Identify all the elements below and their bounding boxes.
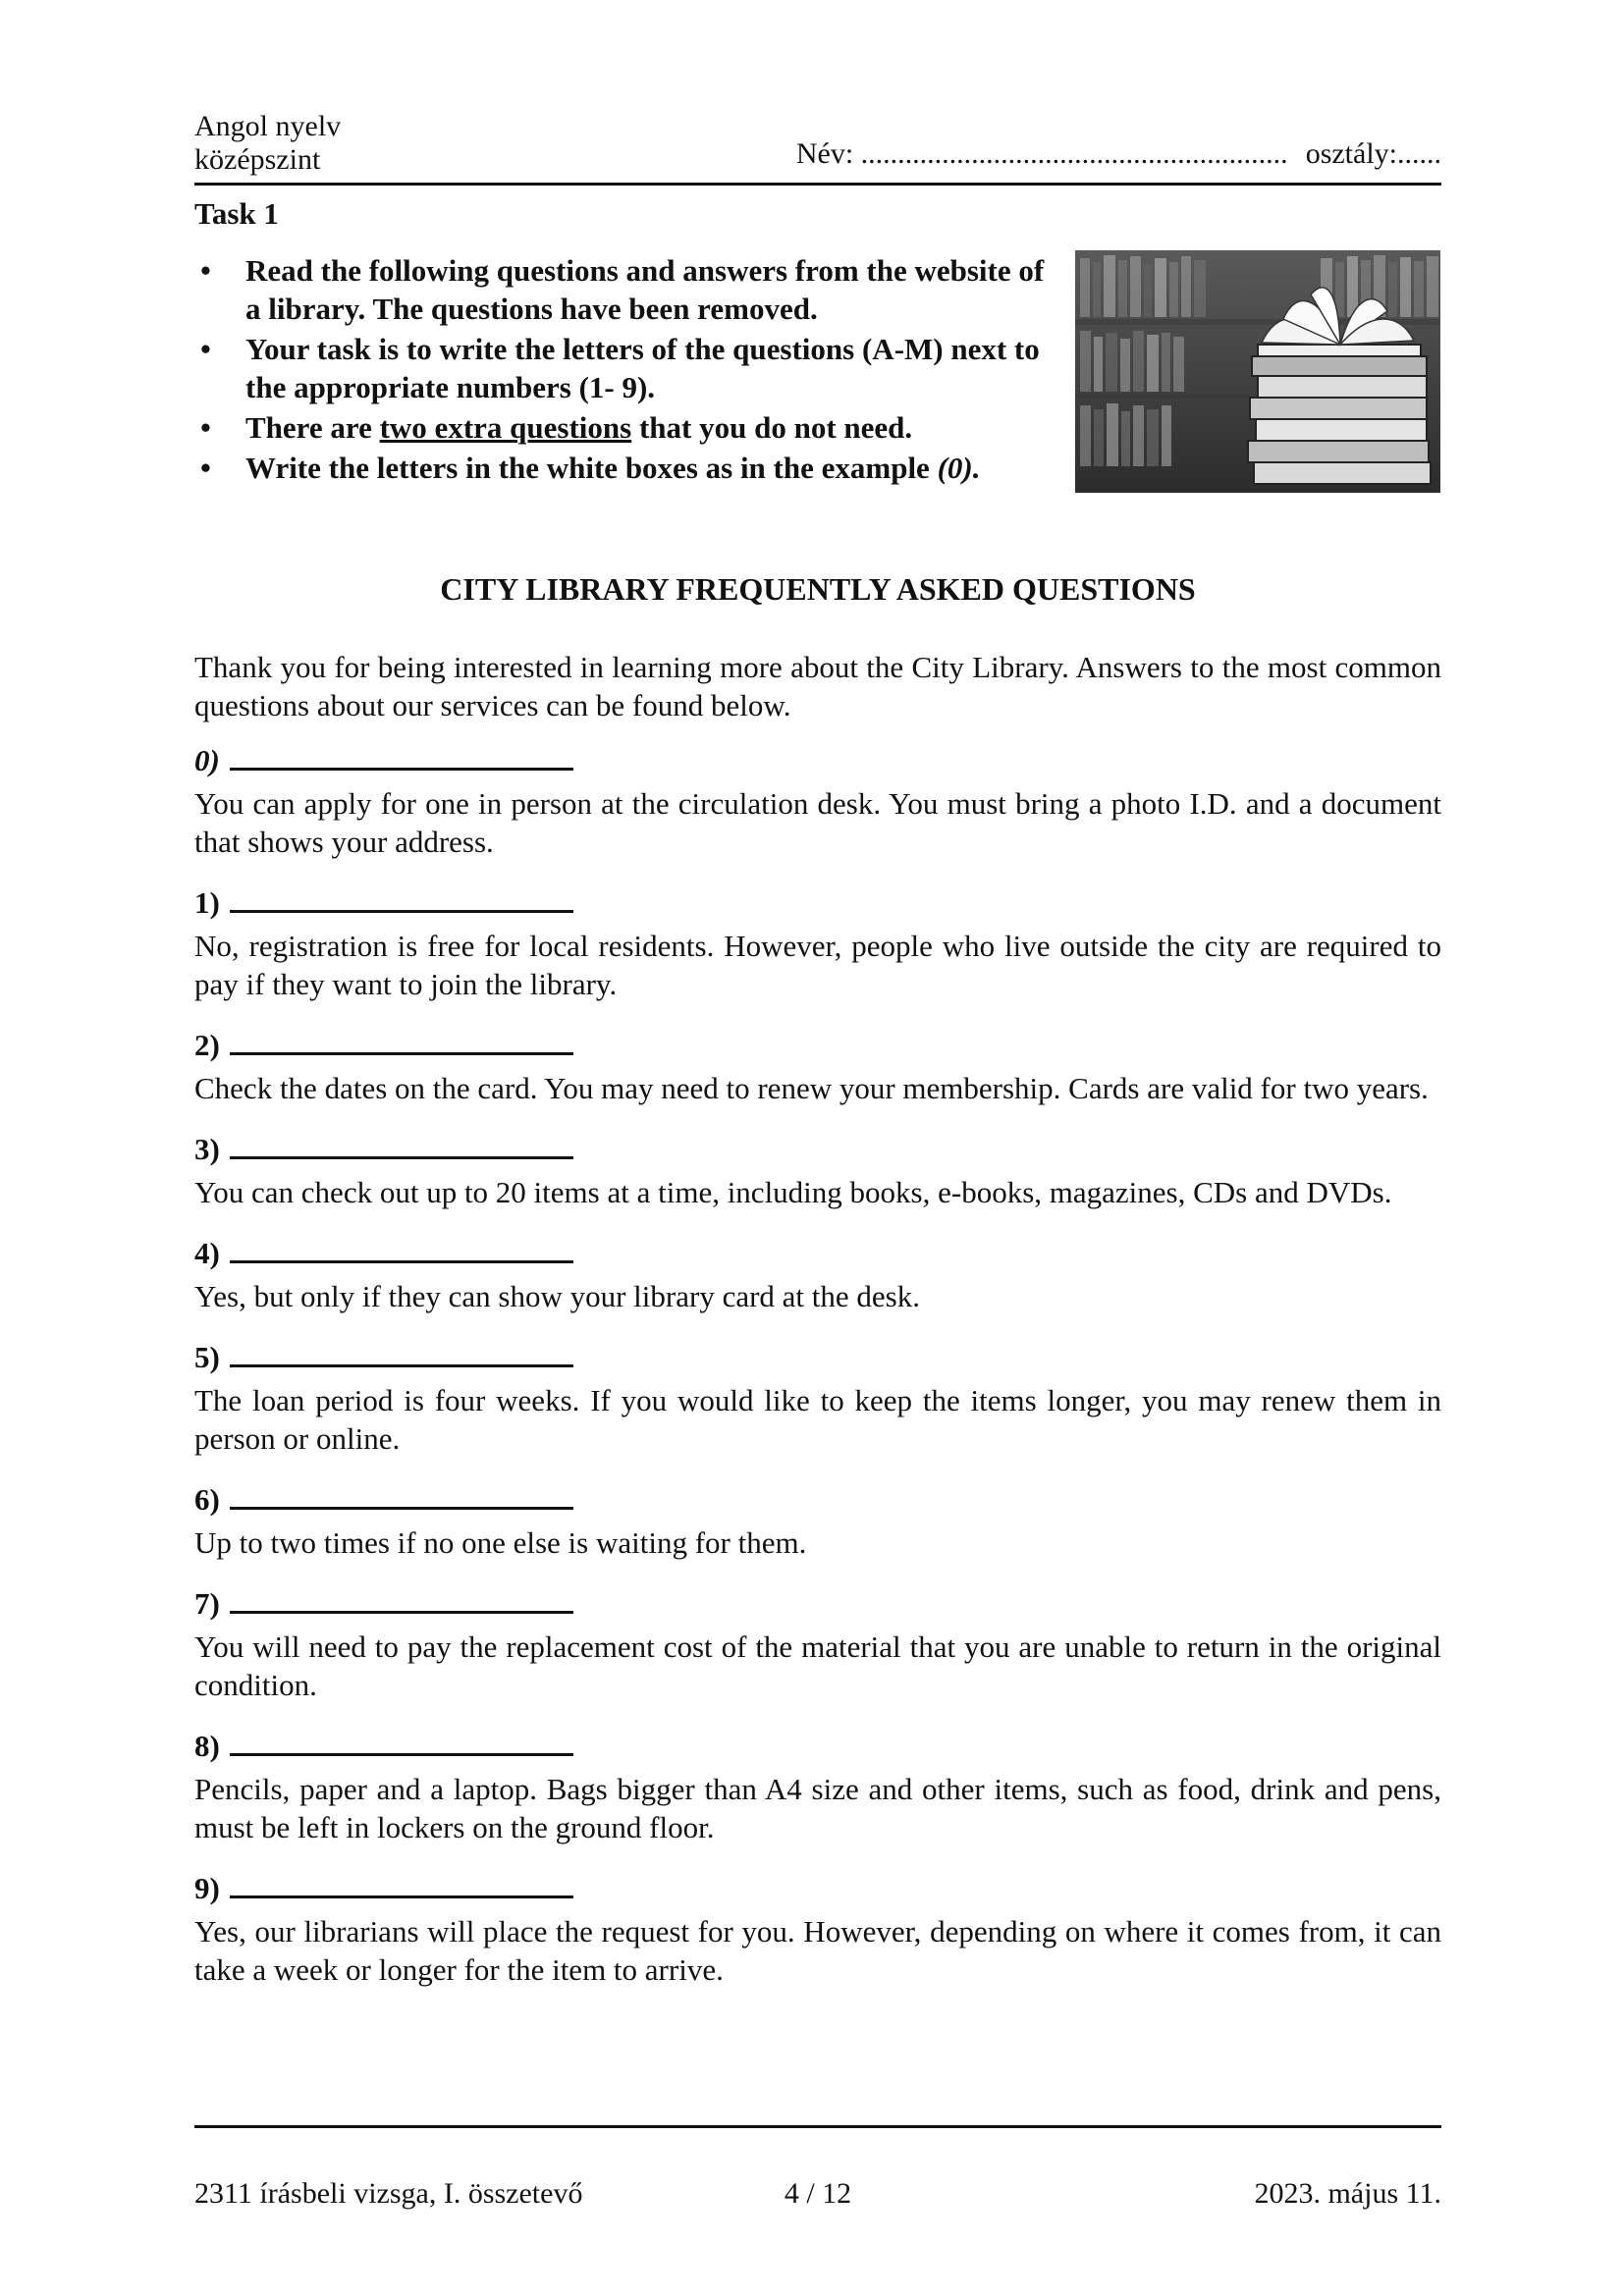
faq-item-8 <box>194 1726 1441 1846</box>
task-title: Task 1 <box>194 196 279 231</box>
faq-item-2 <box>194 1025 1441 1107</box>
example-reference: (0). <box>937 451 981 485</box>
answer-text: Yes, our librarians will place the request for you. However, depending on where it comes from, it can take a week or longer for the item to arrive. <box>194 1914 1441 1987</box>
intro-paragraph: Thank you for being interested in learning more about the City Library. Answers to the most common questions about our services can be found below. <box>194 650 1441 722</box>
item-number: 5) <box>194 1340 220 1374</box>
item-number: 7) <box>194 1586 220 1621</box>
answer-blank[interactable] <box>230 740 573 771</box>
answer-blank[interactable] <box>230 1129 573 1159</box>
faq-item-9 <box>194 1868 1441 1989</box>
exam-code: 2311 írásbeli vizsga, I. összetevő <box>194 2177 583 2210</box>
instruction-item: • There are two extra questions that you do not need. <box>200 410 913 445</box>
underlined-emphasis: two extra questions <box>379 410 632 445</box>
instructions-list <box>194 251 1058 489</box>
answer-text: You can check out up to 20 items at a time, including books, e-books, magazines, CDs and DVDs. <box>194 1175 1392 1209</box>
library-books-photo <box>1075 250 1440 493</box>
answer-blank[interactable] <box>230 1025 573 1055</box>
answer-blank[interactable] <box>230 1868 573 1898</box>
subject-line-2: középszint <box>194 143 321 176</box>
answer-text: You can apply for one in person at the circulation desk. You must bring a photo I.D. and a document that shows your address. <box>194 786 1441 859</box>
faq-item-5 <box>194 1337 1441 1458</box>
item-number: 3) <box>194 1132 220 1166</box>
faq-list <box>194 740 1441 2010</box>
item-number: 4) <box>194 1236 220 1270</box>
instruction-item: • Write the letters in the white boxes as in the example (0). <box>200 451 981 485</box>
answer-blank[interactable] <box>230 1337 573 1367</box>
instruction-item: • Read the following questions and answers from the website of a library. The questions have been removed. <box>200 253 1045 326</box>
answer-text: Up to two times if no one else is waiting for them. <box>194 1525 807 1560</box>
answer-text: Yes, but only if they can show your library card at the desk. <box>194 1279 920 1313</box>
answer-blank[interactable] <box>230 1479 573 1510</box>
item-number: 1) <box>194 885 220 920</box>
faq-item-1 <box>194 882 1441 1003</box>
faq-item-3 <box>194 1129 1441 1211</box>
subject-line-1: Angol nyelv <box>194 110 342 142</box>
answer-blank[interactable] <box>230 1726 573 1756</box>
answer-blank[interactable] <box>230 1583 573 1614</box>
bullet-icon: • <box>200 332 211 366</box>
exam-date: 2023. május 11. <box>1254 2177 1441 2210</box>
subject-label <box>194 110 341 177</box>
answer-blank[interactable] <box>230 882 573 913</box>
bullet-icon: • <box>200 253 211 288</box>
answer-text: No, registration is free for local residents. However, people who live outside the city are required to pay if they want to join the library. <box>194 929 1441 1001</box>
faq-item-4 <box>194 1233 1441 1315</box>
answer-text: The loan period is four weeks. If you would like to keep the items longer, you may renew them in person or online. <box>194 1383 1441 1456</box>
answer-text: Pencils, paper and a laptop. Bags bigger than A4 size and other items, such as food, drink and pens, must be left in lockers on the ground floor. <box>194 1772 1441 1844</box>
item-number: 2) <box>194 1028 220 1062</box>
class-field[interactable]: osztály:...... <box>1305 137 1441 170</box>
answer-text: You will need to pay the replacement cost of the material that you are unable to return in the original condition. <box>194 1629 1441 1702</box>
student-info <box>796 137 1441 171</box>
item-number: 9) <box>194 1871 220 1905</box>
name-field[interactable]: Név: .......................................................... <box>795 137 1288 170</box>
bullet-icon: • <box>200 410 211 445</box>
faq-item-0 <box>194 740 1441 861</box>
item-number: 0) <box>194 743 220 777</box>
page-number: 4 / 12 <box>784 2177 852 2210</box>
faq-item-7 <box>194 1583 1441 1704</box>
footer-divider <box>194 2125 1441 2128</box>
item-number: 6) <box>194 1482 220 1517</box>
document-title: CITY LIBRARY FREQUENTLY ASKED QUESTIONS <box>440 571 1196 607</box>
item-number: 8) <box>194 1729 220 1763</box>
bullet-icon: • <box>200 451 211 485</box>
answer-text: Check the dates on the card. You may need to renew your membership. Cards are valid for two years. <box>194 1071 1429 1105</box>
answer-blank[interactable] <box>230 1233 573 1263</box>
faq-item-6 <box>194 1479 1441 1562</box>
page-header <box>194 110 1441 186</box>
instruction-item: • Your task is to write the letters of the questions (A-M) next to the appropriate numbers (1- 9). <box>200 332 1040 404</box>
